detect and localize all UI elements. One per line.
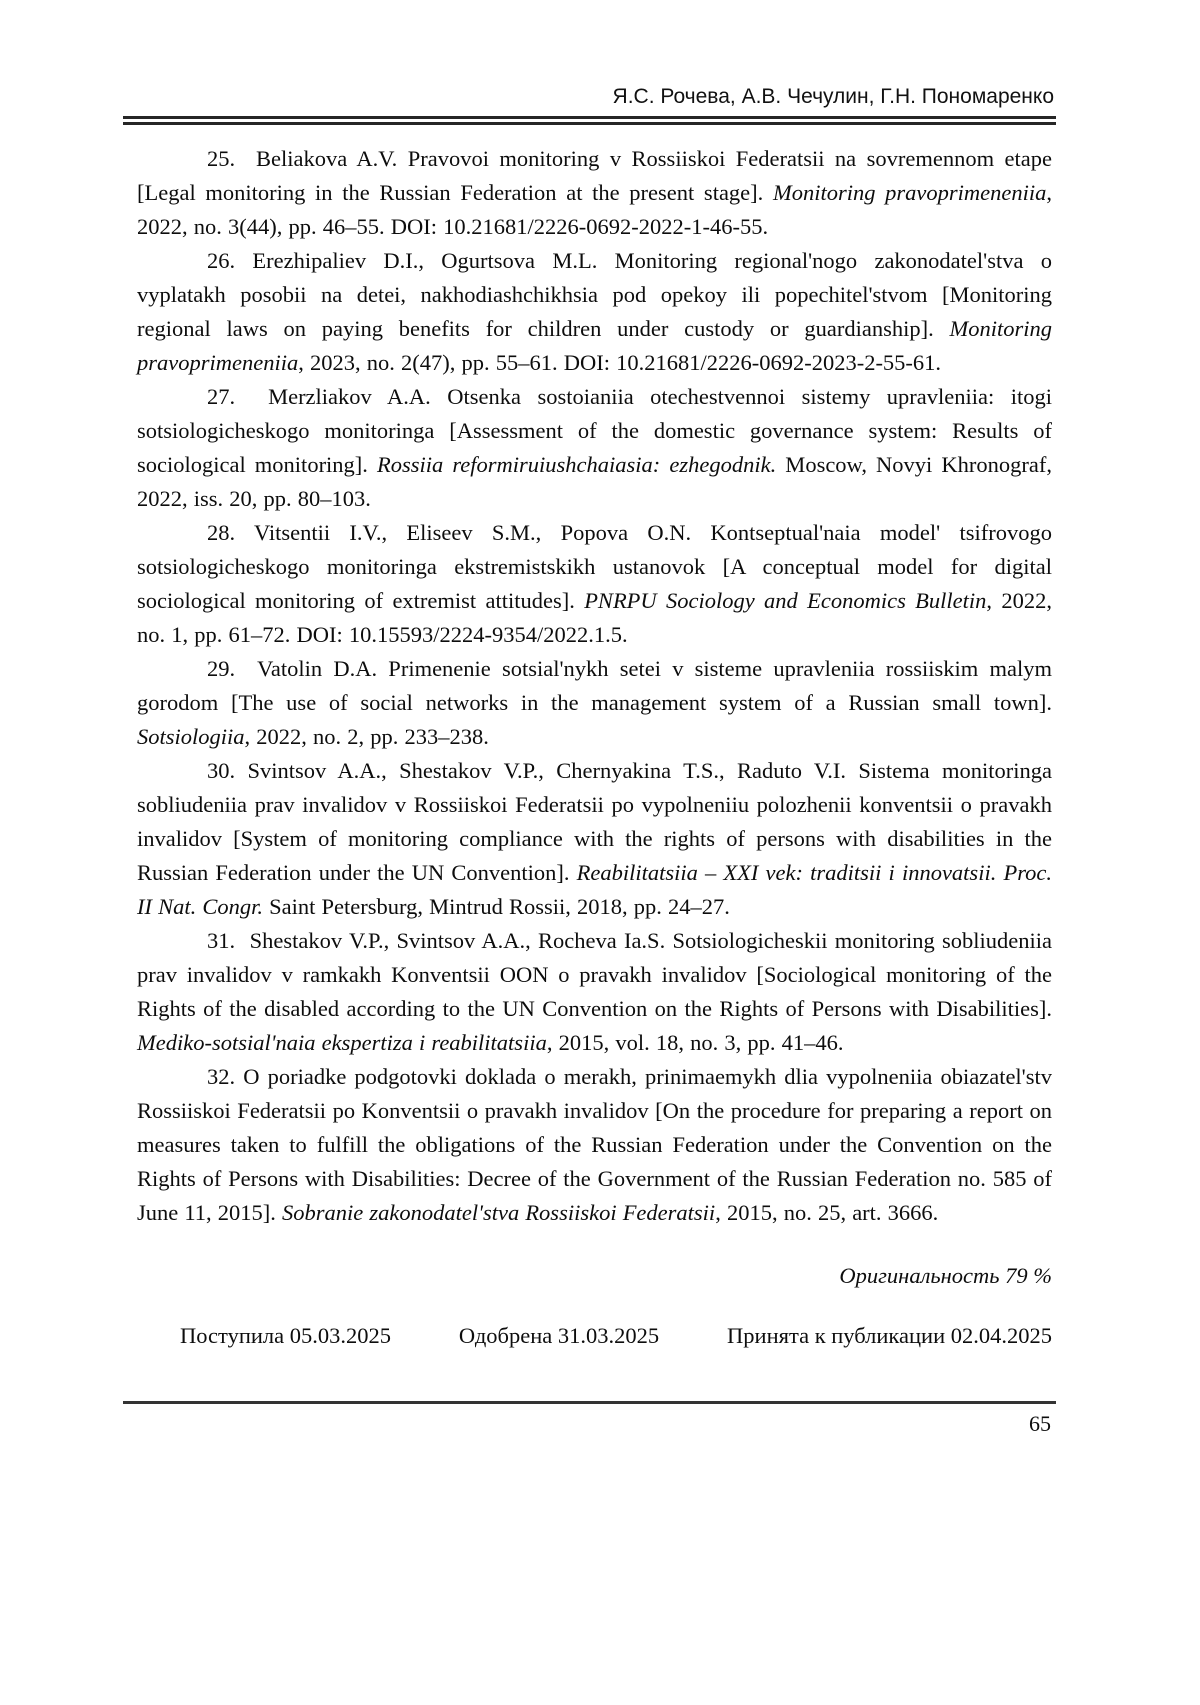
reference-entry-30: 30. Svintsov A.A., Shestakov V.P., Chernyakina T.S., Raduto V.I. Sistema monitoringa sobliudeniia prav invalidov v Rossiiskoi Federatsii po vypolneniiu polozhenii konventsii o pravakh invalidov [System of monitoring compliance with the rights of persons with disabilities in the Russian Federation under the UN Convention]. Reabilitatsiia – XXI vek: traditsii i innovatsii. Proc. II Nat. Congr. Saint Petersburg, Mintrud Rossii, 2018, pp. 24–27. (137, 758, 1052, 919)
reference-entry-31: 31. Shestakov V.P., Svintsov A.A., Rocheva Ia.S. Sotsiologicheskii monitoring sobliudeniia prav invalidov v ramkakh Konventsii OON o pravakh invalidov [Sociological monitoring of the Rights of the disabled according to the UN Convention on the Rights of Persons with Disabilities]. Mediko-sotsial'naia ekspertiza i reabilitatsiia, 2015, vol. 18, no. 3, pp. 41–46. (137, 928, 1052, 1055)
reference-entry-26: 26. Erezhipaliev D.I., Ogurtsova M.L. Monitoring regional'nogo zakonodatel'stva o vyplatakh posobii na detei, nakhodiashchikhsia pod opekoy ili popechitel'stvom [Monitoring regional laws on paying benefits for children under custody or guardianship]. Monitoring pravoprimeneniia, 2023, no. 2(47), pp. 55–61. DOI: 10.21681/2226-0692-2023-2-55-61. (137, 248, 1052, 375)
running-head: Я.С. Рочева, А.В. Чечулин, Г.Н. Пономаренко (612, 85, 1054, 108)
date-approved: Одобрена 31.03.2025 (458, 1323, 660, 1348)
reference-entry-29: 29. Vatolin D.A. Primenenie sotsial'nykh setei v sisteme upravleniia rossiiskim malym gorodom [The use of social networks in the management system of a Russian small town]. Sotsiologiia, 2022, no. 2, pp. 233–238. (137, 656, 1052, 749)
header-double-rule (123, 116, 1056, 125)
originality-note: Оригинальность 79 % (839, 1263, 1052, 1288)
reference-entry-32: 32. O poriadke podgotovki doklada o merakh, prinimaemykh dlia vypolneniia obiazatel'stv Rossiiskoi Federatsii po Konventsii o pravakh invalidov [On the procedure for preparing a report on measures taken to fulfill the obligations of the Russian Federation under the Convention on the Rights of Persons with Disabilities: Decree of the Government of the Russian Federation no. 585 of June 11, 2015]. Sobranie zakonodatel'stva Rossiiskoi Federatsii, 2015, no. 25, art. 3666. (137, 1064, 1052, 1225)
reference-entry-28: 28. Vitsentii I.V., Eliseev S.M., Popova O.N. Kontseptual'naia model' tsifrovogo sotsiologicheskogo monitoringa ekstremistskikh ustanovok [A conceptual model for digital sociological monitoring of extremist attitudes]. PNRPU Sociology and Economics Bulletin, 2022, no. 1, pp. 61–72. DOI: 10.15593/2224-9354/2022.1.5. (137, 520, 1052, 647)
reference-entry-27: 27. Merzliakov A.A. Otsenka sostoianiia otechestvennoi sistemy upravleniia: itogi sotsiologicheskogo monitoringa [Assessment of the domestic governance system: Results of sociological monitoring]. Rossiia reformiruiushchaiasia: ezhegodnik. Moscow, Novyi Khronograf, 2022, iss. 20, pp. 80–103. (137, 384, 1052, 511)
date-accepted: Принята к публикации 02.04.2025 (727, 1323, 1052, 1348)
reference-entry-25: 25. Beliakova A.V. Pravovoi monitoring v Rossiiskoi Federatsii na sovremennom etape [Legal monitoring in the Russian Federation at the present stage]. Monitoring pravoprimeneniia, 2022, no. 3(44), pp. 46–55. DOI: 10.21681/2226-0692-2022-1-46-55. (137, 146, 1052, 239)
footer-rule (123, 1401, 1056, 1404)
page-number: 65 (1029, 1411, 1051, 1436)
date-received: Поступила 05.03.2025 (180, 1323, 392, 1348)
dates-row (180, 1319, 1052, 1353)
references-list (123, 142, 1056, 1230)
